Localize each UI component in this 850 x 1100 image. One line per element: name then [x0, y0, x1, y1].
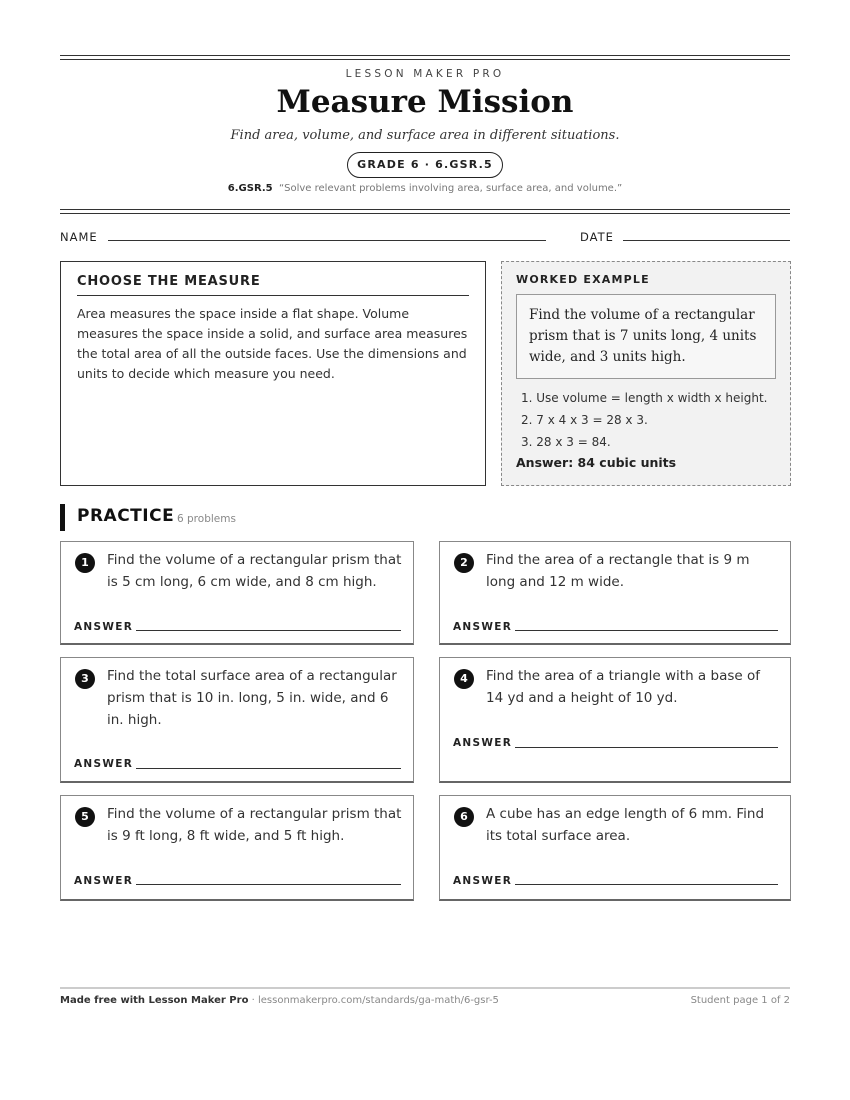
date-label: DATE — [580, 230, 614, 244]
header-bottom-rule — [60, 209, 790, 214]
practice-count: 6 problems — [177, 513, 236, 525]
brand-name: LESSON MAKER PRO — [345, 68, 505, 80]
problem-text: Find the total surface area of a rectangular prism that is 10 in. long, 5 in. wide, and 6 in. high. — [107, 668, 397, 728]
problem-number-badge: 3 — [75, 669, 95, 689]
worked-example-box — [501, 261, 791, 486]
practice-accent-bar — [60, 504, 65, 531]
standard-line — [0, 183, 850, 194]
choose-measure-heading: CHOOSE THE MEASURE — [77, 274, 469, 296]
problem-card-6 — [439, 795, 791, 901]
answer-field[interactable] — [515, 884, 778, 885]
grade-badge: GRADE 6 · 6.GSR.5 — [347, 152, 503, 178]
problem-number-badge: 2 — [454, 553, 474, 573]
standard-code: 6.GSR.5 — [227, 183, 273, 194]
problem-text: A cube has an edge length of 6 mm. Find its total surface area. — [486, 806, 765, 844]
answer-field[interactable] — [515, 747, 778, 748]
practice-title: PRACTICE — [77, 506, 175, 526]
worked-example-answer: Answer: 84 cubic units — [516, 455, 677, 470]
problem-text: Find the volume of a rectangular prism that is 5 cm long, 6 cm wide, and 8 cm high. — [107, 552, 402, 590]
problem-number-badge: 6 — [454, 807, 474, 827]
worksheet-title: Measure Mission — [276, 84, 574, 120]
footer-credit — [60, 995, 499, 1006]
answer-field[interactable] — [136, 768, 401, 769]
problem-number-badge: 5 — [75, 807, 95, 827]
footer-made-with: Made free with Lesson Maker Pro — [60, 995, 249, 1006]
problem-text: Find the area of a triangle with a base of 14 yd and a height of 10 yd. — [486, 668, 760, 706]
worked-example-step: 3. 28 x 3 = 84. — [521, 435, 611, 449]
name-label: NAME — [60, 230, 98, 244]
answer-label: ANSWER — [453, 737, 513, 749]
choose-measure-body: Area measures the space inside a flat shape. Volume measures the space inside a solid, and surface area measures the total area of all the outside faces. Use the dimensions and units to decide which measure you need. — [77, 306, 468, 381]
problem-text: Find the area of a rectangle that is 9 m long and 12 m wide. — [486, 552, 750, 590]
answer-label: ANSWER — [453, 621, 513, 633]
problem-card-1 — [60, 541, 414, 645]
answer-label: ANSWER — [453, 875, 513, 887]
answer-field[interactable] — [515, 630, 778, 631]
problem-number-badge: 1 — [75, 553, 95, 573]
problem-text: Find the volume of a rectangular prism that is 9 ft long, 8 ft wide, and 5 ft high. — [107, 806, 402, 844]
footer-rule — [60, 987, 790, 989]
problem-card-4 — [439, 657, 791, 783]
problem-card-2 — [439, 541, 791, 645]
worked-example-step: 1. Use volume = length x width x height. — [521, 391, 768, 405]
worked-example-steps — [516, 387, 776, 453]
problem-number-badge: 4 — [454, 669, 474, 689]
worksheet-subtitle: Find area, volume, and surface area in different situations. — [230, 128, 620, 143]
answer-label: ANSWER — [74, 758, 134, 770]
name-field[interactable] — [108, 240, 546, 241]
problem-card-5 — [60, 795, 414, 901]
problem-card-3 — [60, 657, 414, 783]
date-field[interactable] — [623, 240, 790, 241]
choose-measure-box — [60, 261, 486, 486]
worked-example-heading: WORKED EXAMPLE — [516, 273, 650, 286]
worked-example-step: 2. 7 x 4 x 3 = 28 x 3. — [521, 413, 648, 427]
footer-url[interactable]: · lessonmakerpro.com/standards/ga-math/6-gsr-5 — [248, 995, 499, 1006]
answer-label: ANSWER — [74, 875, 134, 887]
answer-field[interactable] — [136, 884, 401, 885]
answer-field[interactable] — [136, 630, 401, 631]
standard-text: “Solve relevant problems involving area, surface area, and volume.” — [278, 183, 623, 194]
footer-page-number: Student page 1 of 2 — [690, 995, 790, 1006]
answer-label: ANSWER — [74, 621, 134, 633]
top-double-rule — [60, 55, 790, 60]
worked-example-problem: Find the volume of a rectangular prism that is 7 units long, 4 units wide, and 3 units high. — [516, 294, 776, 379]
